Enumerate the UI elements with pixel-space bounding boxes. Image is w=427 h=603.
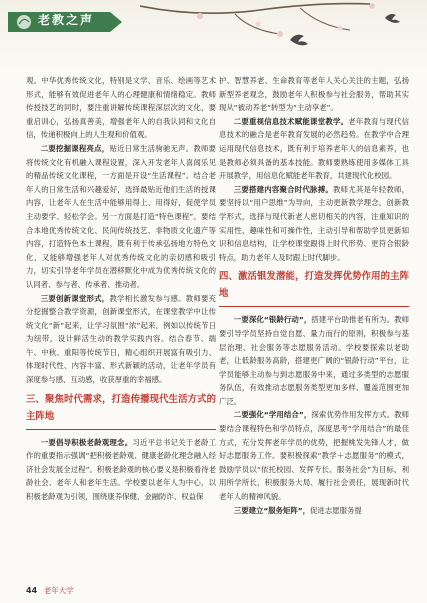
magazine-name: 老年大学 [43, 586, 74, 595]
paragraph [219, 408, 409, 503]
paragraph [219, 313, 409, 408]
page-header [0, 0, 427, 74]
paragraph-lead: 二要挖掘课程亮点， [40, 143, 110, 153]
section-rule [26, 429, 216, 430]
paragraph-body: 贴近日常生活驹驰无声。教师要将传统文化有机融入课程设置，深入开发老年人喜闻乐见的精品传统文化课程，一方面是开设“生活课程”。结合老年人的日常生活和兴趣爱好，选择最贴近他们生活的授课内容，让老年人在生活中能够用得上、用得好，促使学员主动要学、轻松学会。另一方面是打造“特色课程”。要结合本地优秀传统文化、民间传统技艺、非物质文化遗产等内容，打造特色本土课程，既有利于传承弘扬地方特色文化，又能够增强老年人对优秀传统文化的亲切感和吸引力，切实引导老年学员在潜移默化中成为优秀传统文化的认同者、参与者、传承者、推动者。 [26, 143, 216, 289]
paragraph-body: 搭建平台助推老有所为。教师要引导学员坚持自觉自愿、量力而行的原则，积极参与基层治理、社会服务等志愿服务活动。学校要探索以老助老，让低龄服务高龄，搭建更广阔的“银龄行动”平台，让学员能够主动参与到志愿服务中来，通过多类型的志愿服务队伍，有效推动志愿服务类型更加多样、覆盖范围更加广泛。 [219, 315, 409, 406]
paragraph-body: 教师尤其是年轻教师，要坚持以“用户思维”为导向，主动更新教学理念，创新教学形式，选择与现代新老人密切相关的内容，注重知识的实用性、趣味性和可操作性，主动引导和帮助学员更新知识和信息结构，让学校课堂跟得上时代形势、更符合银龄特点，助力老年人及时跟上时代脚步。 [219, 184, 409, 262]
left-column [26, 74, 216, 504]
paragraph-body: 促进志愿服务提 [310, 505, 362, 515]
right-column [219, 74, 409, 517]
section-rule [219, 306, 409, 307]
column-title: 老教之声 [38, 13, 95, 27]
paragraph-lead: 三要创新课堂形式， [40, 293, 110, 303]
paragraph-body: 探索优势作用发挥方式。教师要结合课程特色和学员特点，深度思考“学用结合”的最佳方式，充分发挥老年学员的优势，把握桃发先锋人才，做好志愿服务工作。要积极探索“教学＋志愿服务”的模式，鼓励学员以“依托校园、发挥专长、服务社会”为目标，利用所学所长，积极服务大局、履行社会责任，展现新时代老年人的精神风貌。 [219, 410, 409, 502]
paragraph [219, 115, 409, 183]
paragraph [26, 142, 216, 292]
paragraph-lead: 一要倡导积极老龄观理念。 [40, 437, 133, 447]
paragraph-lead: 二要重视信息技术赋能课堂教学。 [233, 116, 349, 126]
plum-branch-illustration [140, 0, 427, 74]
paragraph-lead: 三要搭建内容聚合时代脉搏。 [233, 184, 333, 194]
page-footer [26, 585, 74, 596]
paragraph-lead: 二要强化“学用结合”， [233, 410, 312, 420]
paragraph-lead: 三要建立“服务矩阵”， [233, 505, 311, 515]
section-heading: 三、聚焦时代需求，打造传播现代生活方式的主阵地 [26, 393, 216, 422]
paragraph-lead: 一要深化“银龄行动”， [233, 315, 312, 325]
paragraph [219, 183, 409, 265]
paragraph-body: 教学相长激发参与感。教师要充分挖掘整合教学资源，创新课堂形式，在课堂教学中让传统文化“新”起来，让学习氛围“浓”起来，例如以传统节日为纽带，设计鲜活生动的教学实践内容。结合春节、端午、中秋、重阳等传统节日，精心组织开展富有吸引力、体现时代性、内容丰富、形式新颖的活动，让老年学员有深度参与感、互动感，收获厚重的幸福感。 [26, 293, 216, 385]
paragraph [26, 292, 216, 387]
paragraph [26, 436, 216, 504]
paragraph [219, 504, 409, 518]
paragraph: 观。中华优秀传统文化，特别是文学、音乐、绘画等艺术形式，能够有效促进老年人的心理健康和情绪稳定。教师传授技艺的同时，要注重讲解传统课程深层次的文化，要重启训心，弘扬真善美，增强老年人的自我认同和文化自信，传递积极向上的人生观和价值观。 [26, 76, 216, 140]
section-heading: 四、激活银发潜能，打造发挥优势作用的主阵地 [219, 271, 409, 300]
page-number: 44 [26, 586, 38, 595]
paragraph: 护、智慧养老、生命教育等老年人关心关注的主题，弘扬新型养老观念，鼓励老年人积极参与社会服务，帮助其实现从“被动养老”转型为“主动享老”。 [219, 76, 409, 113]
paragraph-body: 老年教育与现代信息技术的融合是老年教育发展的必然趋势。在教学中合理运用现代信息技术，既有利于培养老年人的信息素养，也是教师必须具备的基本技能。教师要熟练使用多媒体工具开展教学，用信息化赋能老年教育，共建现代化校园。 [219, 116, 409, 181]
paragraph-body: 习近平总书记关于老龄工作的重要指示强调“把积极老龄观、健康老龄化理念融入经济社会发展全过程”。积极老龄观的核心要义是积极看待老龄社会、老年人和老年生活。学校要以老年人为中心，以积极老龄观为引领，围绕康养保健、金融防诈、权益保 [26, 437, 216, 502]
